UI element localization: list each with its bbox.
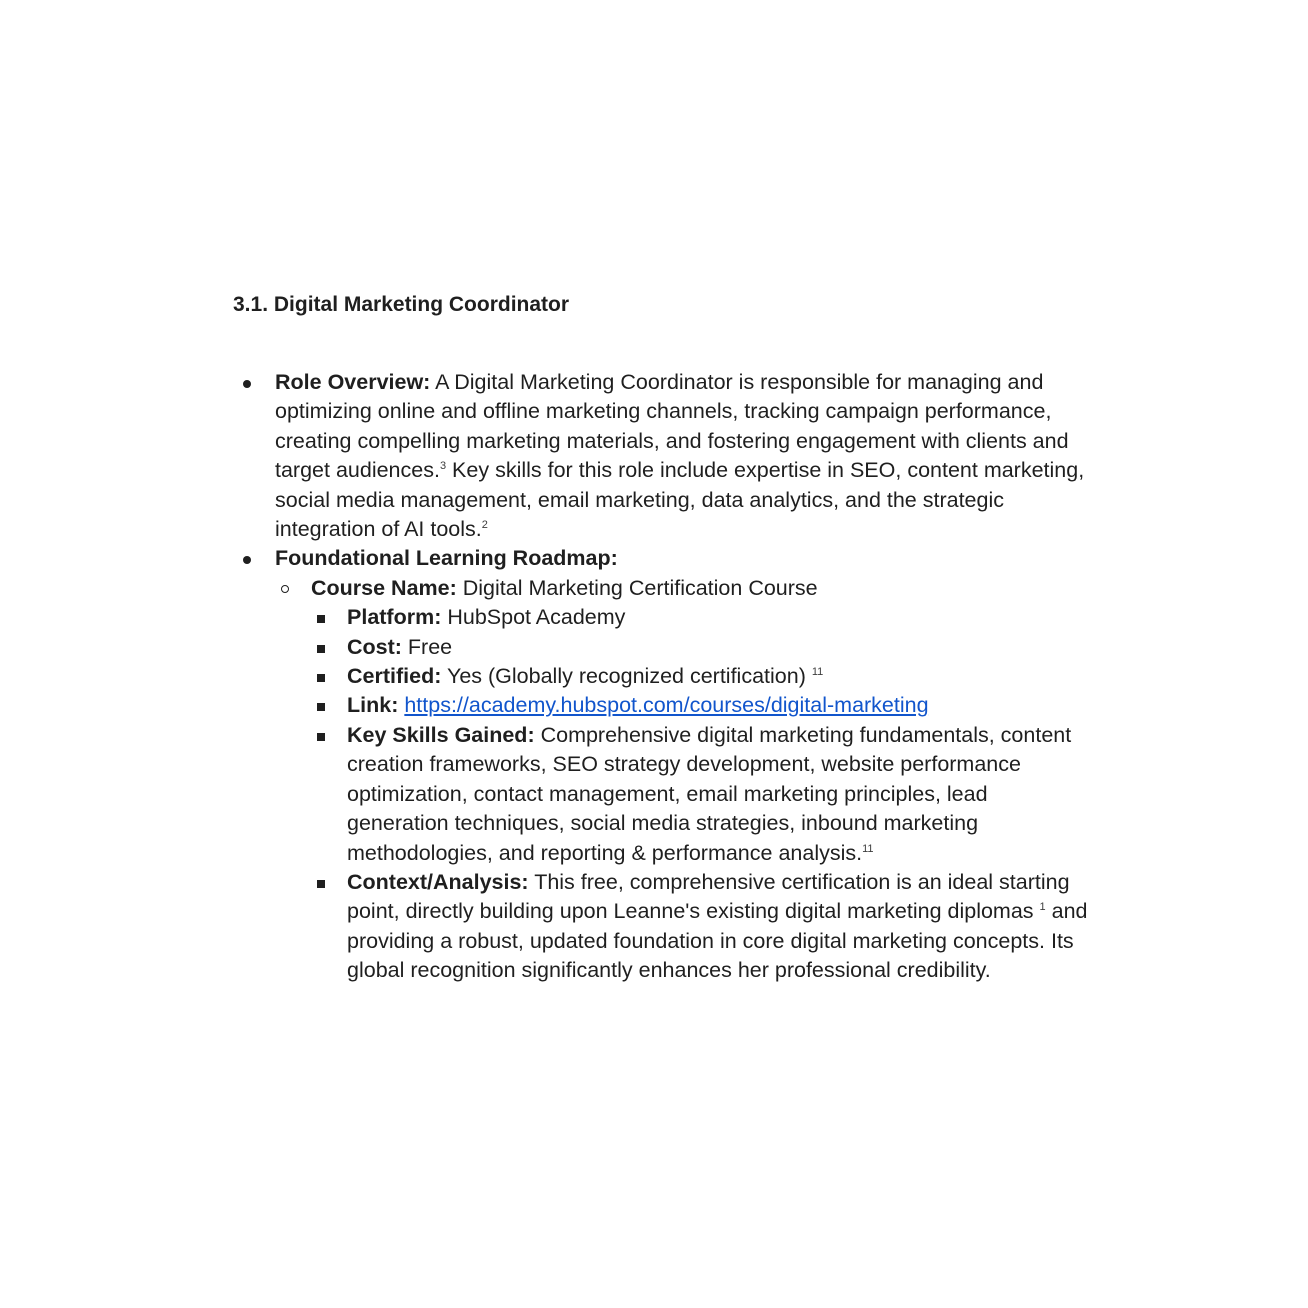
list-item-link [311,691,1093,720]
platform-value: HubSpot Academy [441,605,626,630]
square-bullet-icon [317,615,325,623]
role-overview-text-b: Key skills for this role include expertise in SEO, content marketing, social media management, email marketing, data analytics, and the strategic integration of AI tools. [275,458,1085,542]
square-bullet-icon [317,703,325,711]
list-item-roadmap [233,544,1093,985]
list-item-key-skills [311,721,1093,868]
square-bullet-icon [317,674,325,682]
footnote-ref-3[interactable]: 3 [439,460,447,473]
footnote-ref-1[interactable]: 1 [1039,901,1046,914]
link-label: Link: [347,693,399,718]
role-overview-text-a: A Digital Marketing Coordinator is responsible for managing and optimizing online and offline marketing channels, tracking campaign performance, creating compelling marketing materials, and fostering engagement with clients and target audiences. [275,370,1069,483]
role-overview-label: Role Overview: [275,370,431,394]
list-item-course [275,574,1093,986]
list-item-cost [311,633,1093,662]
cost-label: Cost: [347,634,402,659]
course-name-label: Course Name: [311,575,457,600]
document-page [233,289,1093,986]
list-item-platform [311,603,1093,632]
list-item-context [311,868,1093,986]
section-heading: 3.1. Digital Marketing Coordinator [233,293,570,316]
context-text-b: and providing a robust, updated foundation in core digital marketing concepts. Its global recognition significantly enhances her professional credibility. [347,899,1088,983]
certified-value: Yes (Globally recognized certification) [441,664,806,689]
disc-bullet-icon [243,556,251,564]
context-label: Context/Analysis: [347,869,529,894]
circle-bullet-icon [281,585,289,593]
course-link[interactable]: https://academy.hubspot.com/courses/digital-marketing [404,693,929,718]
cost-value: Free [401,634,453,659]
key-skills-value: Comprehensive digital marketing fundamentals, content creation frameworks, SEO strategy development, website performance optimization, contact management, email marketing principles, lead generation techniques, social media strategies, inbound marketing methodologies, and reporting & performance analysis. [347,722,1072,865]
roadmap-sublist [275,574,1093,986]
footnote-ref-2[interactable]: 2 [481,518,488,531]
key-skills-label: Key Skills Gained: [347,722,535,747]
context-text-a: This free, comprehensive certification is an ideal starting point, directly building upon Leanne's existing digital marketing diplomas [347,869,1070,924]
course-name-value: Digital Marketing Certification Course [456,575,818,600]
footnote-ref-11[interactable]: 11 [862,842,874,855]
disc-bullet-icon [243,380,251,388]
footnote-ref-11[interactable]: 11 [811,665,824,678]
roadmap-label: Foundational Learning Roadmap: [275,546,618,571]
square-bullet-icon [317,880,325,888]
course-details-list [311,603,1093,985]
list-item-role-overview [233,368,1093,544]
certified-label: Certified: [347,664,442,689]
main-bullet-list [233,368,1093,986]
square-bullet-icon [317,645,325,653]
platform-label: Platform: [347,605,442,630]
list-item-certified [311,662,1093,691]
square-bullet-icon [317,733,325,741]
